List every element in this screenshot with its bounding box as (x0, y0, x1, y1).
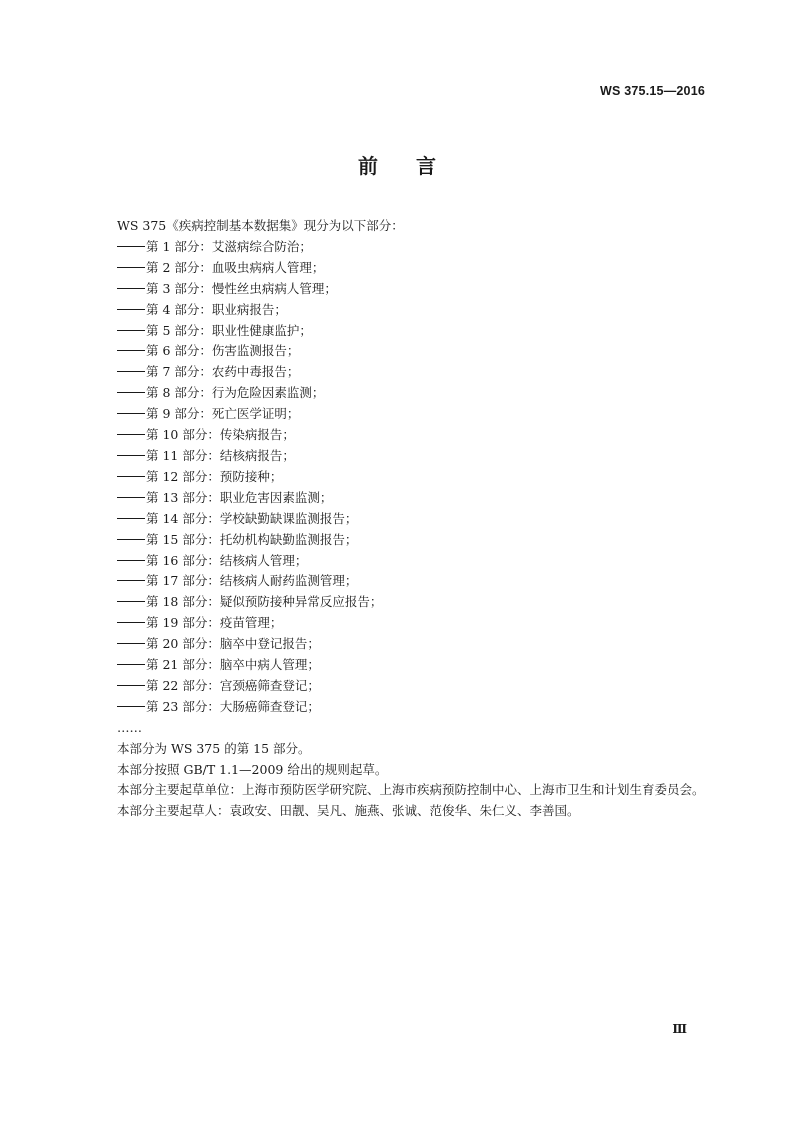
em-dash-mark (117, 309, 145, 310)
part-list-item (89, 237, 709, 258)
em-dash-mark (117, 685, 145, 686)
part-label: 第 17 部分：结核病人耐药监测管理； (146, 573, 358, 589)
em-dash-mark (117, 288, 145, 289)
part-label: 第 14 部分：学校缺勤缺课监测报告； (146, 510, 358, 526)
part-label: 第 22 部分：宫颈癌筛查登记； (146, 677, 320, 693)
part-list-item (89, 341, 709, 362)
part-label: 第 21 部分：脑卒中病人管理； (146, 657, 320, 673)
part-label: 第 4 部分：职业病报告； (146, 301, 287, 317)
part-label: 第 19 部分：疫苗管理； (146, 615, 283, 631)
page-number: Ⅲ (672, 1022, 687, 1036)
part-list-item (89, 697, 709, 718)
part-list-item (89, 279, 709, 300)
em-dash-mark (117, 601, 145, 602)
paragraph-part-number: 本部分为 WS 375 的第 15 部分。 (117, 740, 311, 756)
part-list-item (89, 509, 709, 530)
part-list-item (89, 425, 709, 446)
part-list-item (89, 321, 709, 342)
foreword-body (89, 216, 709, 822)
paragraph-drafting-units: 本部分主要起草单位：上海市预防医学研究院、上海市疾病预防控制中心、上海市卫生和计划生育委员会。 (117, 782, 705, 798)
em-dash-mark (117, 434, 145, 435)
em-dash-mark (117, 246, 145, 247)
em-dash-mark (117, 664, 145, 665)
em-dash-mark (117, 267, 145, 268)
part-label: 第 13 部分：职业危害因素监测； (146, 489, 333, 505)
page-title: 前言 (358, 154, 474, 178)
part-list-item (89, 383, 709, 404)
em-dash-mark (117, 580, 145, 581)
part-list-item (89, 655, 709, 676)
paragraph-drafters: 本部分主要起草人：袁政安、田靓、吴凡、施燕、张诚、范俊华、朱仁义、李善国。 (117, 803, 580, 819)
part-label: 第 12 部分：预防接种； (146, 468, 283, 484)
em-dash-mark (117, 413, 145, 414)
ellipsis: …… (117, 719, 142, 735)
part-label: 第 6 部分：伤害监测报告； (146, 343, 300, 359)
part-label: 第 9 部分：死亡医学证明； (146, 406, 300, 422)
part-label: 第 7 部分：农药中毒报告； (146, 364, 300, 380)
part-list-item (89, 446, 709, 467)
part-label: 第 18 部分：疑似预防接种异常反应报告； (146, 594, 383, 610)
em-dash-mark (117, 476, 145, 477)
part-label: 第 23 部分：大肠癌筛查登记； (146, 698, 320, 714)
part-label: 第 11 部分：结核病报告； (146, 447, 295, 463)
em-dash-mark (117, 350, 145, 351)
part-label: 第 15 部分：托幼机构缺勤监测报告； (146, 531, 358, 547)
part-label: 第 3 部分：慢性丝虫病病人管理； (146, 280, 337, 296)
part-list-item (89, 676, 709, 697)
em-dash-mark (117, 330, 145, 331)
part-label: 第 8 部分：行为危险因素监测； (146, 385, 325, 401)
em-dash-mark (117, 392, 145, 393)
part-list-item (89, 551, 709, 572)
part-list-item (89, 300, 709, 321)
em-dash-mark (117, 539, 145, 540)
paragraph-drafting-rules: 本部分按照 GB/T 1.1—2009 给出的规则起草。 (117, 761, 388, 777)
em-dash-mark (117, 518, 145, 519)
em-dash-mark (117, 371, 145, 372)
part-label: 第 10 部分：传染病报告； (146, 427, 295, 443)
em-dash-mark (117, 643, 145, 644)
part-list-item (89, 530, 709, 551)
part-label: 第 2 部分：血吸虫病病人管理； (146, 259, 325, 275)
part-label: 第 20 部分：脑卒中登记报告； (146, 636, 320, 652)
parts-list (89, 237, 709, 718)
part-label: 第 16 部分：结核病人管理； (146, 552, 308, 568)
em-dash-mark (117, 455, 145, 456)
part-list-item (89, 571, 709, 592)
part-list-item (89, 488, 709, 509)
em-dash-mark (117, 497, 145, 498)
part-list-item (89, 592, 709, 613)
intro-line: WS 375《疾病控制基本数据集》现分为以下部分： (117, 218, 404, 233)
em-dash-mark (117, 622, 145, 623)
part-list-item (89, 634, 709, 655)
em-dash-mark (117, 706, 145, 707)
part-label: 第 5 部分：职业性健康监护； (146, 322, 312, 338)
part-list-item (89, 362, 709, 383)
part-list-item (89, 467, 709, 488)
part-list-item (89, 404, 709, 425)
standard-code: WS 375.15—2016 (600, 84, 705, 98)
em-dash-mark (117, 560, 145, 561)
part-label: 第 1 部分：艾滋病综合防治； (146, 238, 312, 254)
part-list-item (89, 613, 709, 634)
part-list-item (89, 258, 709, 279)
